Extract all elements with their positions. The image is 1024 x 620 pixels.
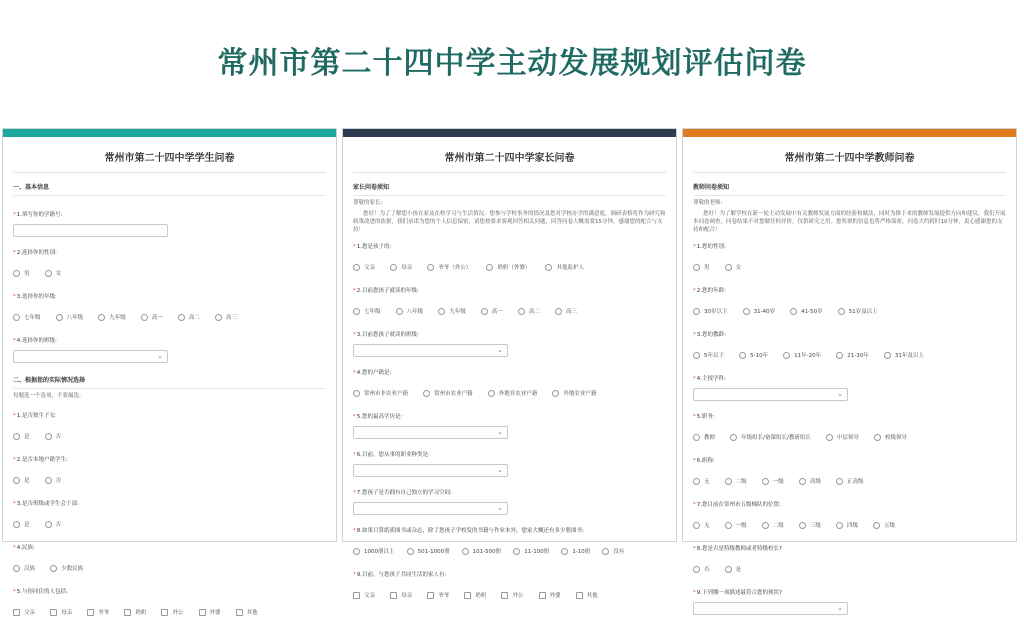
radio-option[interactable]: 是 — [725, 565, 742, 573]
question-label: 4.主授学科: — [696, 376, 726, 382]
radio-option[interactable]: 是 — [13, 520, 30, 528]
radio-option[interactable]: 1000册以上 — [353, 547, 395, 555]
parent-q-family: *9.目前，与您孩子共同生活的家人有: 父亲 母亲 爷爷 奶奶 外公 外婆 其他 — [353, 572, 598, 599]
radio-option[interactable]: 男 — [693, 263, 710, 271]
teacher-questionnaire-panel — [682, 128, 1017, 612]
chevron-down-icon: ⌄ — [157, 352, 163, 360]
checkbox-icon — [576, 592, 583, 599]
student-class-select[interactable] — [13, 350, 168, 363]
radio-icon — [725, 522, 732, 529]
teacher-form-title: 常州市第二十四中学教师问卷 — [693, 149, 1006, 173]
radio-option[interactable]: 一级 — [725, 521, 747, 529]
question-label: 2.是否本地户籍学生: — [16, 457, 68, 463]
radio-icon — [693, 522, 700, 529]
radio-option[interactable]: 5年以下 — [693, 351, 724, 359]
radio-icon — [555, 308, 562, 315]
radio-icon — [45, 477, 52, 484]
radio-option[interactable]: 高三 — [555, 307, 577, 315]
radio-option[interactable]: 女 — [725, 263, 742, 271]
checkbox-icon — [161, 609, 168, 616]
checkbox-icon — [427, 592, 434, 599]
radio-icon — [725, 566, 732, 573]
radio-option[interactable]: 爷爷（外公） — [427, 263, 471, 271]
radio-option[interactable]: 是 — [13, 432, 30, 440]
radio-icon — [552, 390, 559, 397]
radio-icon — [215, 314, 222, 321]
teacher-q-position: *5.职务: 教师 年级组长/备课组长/教研组长 中层领导 校级领导 — [693, 414, 908, 441]
parent-occupation-select[interactable] — [353, 464, 508, 477]
parent-q-occupation: *6.目前，您从事的职业种类是: ⌄ — [353, 452, 666, 477]
radio-icon — [826, 434, 833, 441]
teacher-q-tier: *7.您目前在常州市五级梯队的位置: 无 一级 二级 三级 四级 五级 — [693, 502, 896, 529]
radio-option[interactable]: 11年-20年 — [783, 351, 821, 359]
radio-icon — [390, 264, 397, 271]
radio-icon — [13, 477, 20, 484]
radio-icon — [739, 352, 746, 359]
checkbox-icon — [199, 609, 206, 616]
radio-icon — [518, 308, 525, 315]
radio-option[interactable]: 高一 — [141, 313, 163, 321]
question-label: 2.目前您孩子就读的年级: — [356, 288, 419, 294]
radio-icon — [13, 565, 20, 572]
radio-option[interactable]: 少数民族 — [50, 564, 83, 572]
student-q-class: *4.选择你的班级: ⌄ — [13, 338, 326, 363]
radio-option[interactable]: 高级 — [799, 477, 821, 485]
radio-option[interactable]: 常州市农业户籍 — [423, 389, 473, 397]
radio-option[interactable]: 高二 — [178, 313, 200, 321]
radio-option[interactable]: 汉族 — [13, 564, 35, 572]
radio-option[interactable]: 501-1000册 — [407, 547, 450, 555]
teacher-intro: 您好！为了解学校在新一轮主动发展中有关教师发展方面的经验和做法，同时为推下来的教师发展提供方向和建议，我们开展本问卷调查。问卷结果不对您做任何评价，仅供研究之用。您所填的信息也将严格保密，问卷大约耗时10分钟，衷心感谢您的支持和配合！ — [693, 211, 1006, 233]
radio-icon — [725, 478, 732, 485]
chevron-down-icon: ⌄ — [497, 346, 503, 354]
parent-intro: 您好！为了了解您小孩在家及在校学习与生活情况、您参与学校事务的情况及您对学校办学的满意度，调研表格将作为研究和政策改进的依据，我们承诺为您的个人信息保密，请您按要求客观回答相关问题，回答问卷大概需要15分钟，感谢您的配合与支持！ — [353, 211, 666, 233]
radio-icon — [396, 308, 403, 315]
radio-option[interactable]: 高二 — [518, 307, 540, 315]
radio-icon — [836, 522, 843, 529]
radio-option[interactable]: 常州市非农业户籍 — [353, 389, 408, 397]
question-label: 3.您的教龄: — [696, 332, 726, 338]
radio-option[interactable]: 外地农业户籍 — [552, 389, 596, 397]
radio-option[interactable]: 31-40岁 — [743, 307, 775, 315]
student-q-only-child: *1.是否独生子女: 是 否 — [13, 413, 62, 440]
radio-option[interactable]: 无 — [693, 477, 710, 485]
parent-section-notice: 家长问卷须知 — [353, 182, 666, 196]
checkbox-option[interactable]: 其他 — [576, 591, 598, 599]
question-label: 9.下列哪一项描述最符合您的现状? — [696, 590, 782, 596]
radio-icon — [693, 264, 700, 271]
radio-icon — [783, 352, 790, 359]
radio-icon — [486, 264, 493, 271]
chevron-down-icon: ⌄ — [497, 466, 503, 474]
radio-option[interactable]: 其他监护人 — [545, 263, 584, 271]
question-label: 5.您的最高学历是: — [356, 414, 403, 420]
radio-option[interactable]: 母亲 — [390, 263, 412, 271]
parent-education-select[interactable] — [353, 426, 508, 439]
radio-icon — [13, 521, 20, 528]
question-label: 6.目前，您从事的职业种类是: — [356, 452, 430, 458]
question-label: 3.目前您孩子就读的班级: — [356, 332, 419, 338]
radio-option[interactable]: 三级 — [799, 521, 821, 529]
parent-greeting: 尊敬的家长: — [353, 200, 383, 206]
parent-q-education: *5.您的最高学历是: ⌄ — [353, 414, 666, 439]
checkbox-option[interactable]: 其他 — [236, 608, 258, 616]
teacher-status-select[interactable] — [693, 602, 848, 615]
radio-option[interactable]: 二级 — [762, 521, 784, 529]
radio-option[interactable]: 一级 — [762, 477, 784, 485]
radio-icon — [838, 308, 845, 315]
student-q-local: *2.是否本地户籍学生: 是 否 — [13, 457, 68, 484]
question-label: 1.是否独生子女: — [16, 413, 57, 419]
radio-option[interactable]: 九年级 — [98, 313, 126, 321]
teacher-q-age: *2.您的年龄: 30岁以下 31-40岁 41-50岁 51岁及以上 — [693, 288, 878, 315]
question-label: 4.您的户籍是: — [356, 370, 392, 376]
teacher-q-special-grade: *8.您是否是特级教师或者特级校长? 否 是 — [693, 546, 782, 573]
question-label: 2.选择你的性别: — [16, 250, 57, 256]
radio-icon — [423, 390, 430, 397]
radio-icon — [693, 478, 700, 485]
parent-questionnaire-panel — [342, 128, 677, 599]
radio-option[interactable]: 1-10册 — [561, 547, 590, 555]
radio-icon — [353, 264, 360, 271]
radio-option[interactable]: 奶奶（外婆） — [486, 263, 530, 271]
parent-q-study-space: *7.您孩子是否拥有自己独立的学习空间: ⌄ — [353, 490, 666, 515]
student-q-cohabitants: *5.与你同住的人包括: 父亲 母亲 爷爷 奶奶 外公 外婆 其他 — [13, 589, 258, 616]
radio-icon — [513, 548, 520, 555]
teacher-q-title: *6.职称: 无 二级 一级 高级 正高级 — [693, 458, 864, 485]
radio-option[interactable]: 否 — [45, 520, 62, 528]
question-label: 3.选择你的年级: — [16, 294, 57, 300]
radio-icon — [56, 314, 63, 321]
radio-icon — [545, 264, 552, 271]
radio-option[interactable]: 11-100册 — [513, 547, 549, 555]
student-section-note: 每题选一个选项，不要漏选。 — [13, 393, 85, 399]
student-id-input[interactable] — [13, 224, 168, 237]
radio-option[interactable]: 否 — [45, 432, 62, 440]
radio-option[interactable]: 31年及以上 — [884, 351, 924, 359]
checkbox-option[interactable]: 父亲 — [353, 591, 375, 599]
parent-study-space-select[interactable] — [353, 502, 508, 515]
question-label: 5.与你同住的人包括: — [16, 589, 68, 595]
question-label: 1.您是孩子的: — [356, 244, 392, 250]
student-q-gender: *2.选择你的性别: 男 女 — [13, 250, 62, 277]
teacher-q-gender: *1.您的性别: 男 女 — [693, 244, 742, 271]
chevron-down-icon: ⌄ — [837, 604, 843, 612]
teacher-q-experience: *3.您的教龄: 5年以下 5-10年 11年-20年 21-30年 31年及以上 — [693, 332, 924, 359]
checkbox-icon — [124, 609, 131, 616]
radio-option[interactable]: 否 — [693, 565, 710, 573]
student-q-id: *1.填写你的学籍号: — [13, 212, 326, 237]
radio-icon — [799, 478, 806, 485]
radio-icon — [884, 352, 891, 359]
checkbox-icon — [501, 592, 508, 599]
checkbox-icon — [390, 592, 397, 599]
checkbox-icon — [13, 609, 20, 616]
checkbox-icon — [464, 592, 471, 599]
radio-icon — [693, 434, 700, 441]
student-q-grade: *3.选择你的年级: 七年级 八年级 九年级 高一 高二 高三 — [13, 294, 238, 321]
radio-option[interactable]: 51岁及以上 — [838, 307, 878, 315]
student-q-ethnicity: *4.民族: 汉族 少数民族 — [13, 545, 84, 572]
student-questionnaire-panel — [2, 128, 337, 616]
radio-option[interactable]: 没有 — [602, 547, 624, 555]
radio-icon — [873, 522, 880, 529]
student-accent-bar — [3, 129, 336, 137]
question-label: 4.民族: — [16, 545, 35, 551]
checkbox-option[interactable]: 母亲 — [50, 608, 72, 616]
checkbox-option[interactable]: 外婆 — [199, 608, 221, 616]
radio-option[interactable]: 30岁以下 — [693, 307, 728, 315]
radio-option[interactable]: 父亲 — [353, 263, 375, 271]
radio-option[interactable]: 41-50岁 — [790, 307, 822, 315]
parent-q-grade: *2.目前您孩子就读的年级: 七年级 八年级 九年级 高一 高二 高三 — [353, 288, 578, 315]
teacher-subject-select[interactable] — [693, 388, 848, 401]
radio-option[interactable]: 高三 — [215, 313, 237, 321]
radio-icon — [602, 548, 609, 555]
radio-option[interactable]: 教师 — [693, 433, 715, 441]
radio-icon — [743, 308, 750, 315]
checkbox-icon — [353, 592, 360, 599]
chevron-down-icon: ⌄ — [497, 504, 503, 512]
radio-option[interactable]: 正高级 — [836, 477, 864, 485]
radio-option[interactable]: 否 — [45, 476, 62, 484]
radio-option[interactable]: 无 — [693, 521, 710, 529]
radio-icon — [836, 478, 843, 485]
checkbox-option[interactable]: 外婆 — [539, 591, 561, 599]
radio-option[interactable]: 八年级 — [396, 307, 424, 315]
question-label: 1.填写你的学籍号: — [16, 212, 63, 218]
question-label: 1.您的性别: — [696, 244, 726, 250]
checkbox-icon — [87, 609, 94, 616]
radio-icon — [353, 308, 360, 315]
radio-icon — [799, 522, 806, 529]
radio-option[interactable]: 二级 — [725, 477, 747, 485]
radio-icon — [13, 270, 20, 277]
radio-icon — [874, 434, 881, 441]
radio-icon — [462, 548, 469, 555]
radio-icon — [427, 264, 434, 271]
question-label: 3.是否班级或学生会干部: — [16, 501, 79, 507]
radio-icon — [98, 314, 105, 321]
radio-icon — [353, 390, 360, 397]
radio-icon — [725, 264, 732, 271]
checkbox-option[interactable]: 母亲 — [390, 591, 412, 599]
radio-icon — [45, 433, 52, 440]
question-label: 7.您目前在常州市五级梯队的位置: — [696, 502, 781, 508]
radio-option[interactable]: 年级组长/备课组长/教研组长 — [730, 433, 811, 441]
radio-option[interactable]: 女 — [45, 269, 62, 277]
radio-option[interactable]: 5-10年 — [739, 351, 768, 359]
radio-icon — [13, 433, 20, 440]
radio-option[interactable]: 七年级 — [13, 313, 41, 321]
question-label: 8.您是否是特级教师或者特级校长? — [696, 546, 782, 552]
student-q-cadre: *3.是否班级或学生会干部: 是 否 — [13, 501, 79, 528]
radio-icon — [790, 308, 797, 315]
radio-option[interactable]: 七年级 — [353, 307, 381, 315]
student-section-basic-info: 一、基本信息 — [13, 182, 326, 196]
radio-option[interactable]: 21-30年 — [836, 351, 868, 359]
radio-icon — [488, 390, 495, 397]
radio-icon — [762, 478, 769, 485]
parent-q-household: *4.您的户籍是: 常州市非农业户籍 常州市农业户籍 外地非农业户籍 外地农业户籍 — [353, 370, 597, 397]
radio-icon — [178, 314, 185, 321]
radio-option[interactable]: 四级 — [836, 521, 858, 529]
radio-icon — [50, 565, 57, 572]
checkbox-option[interactable]: 爷爷 — [87, 608, 109, 616]
teacher-accent-bar — [683, 129, 1016, 137]
checkbox-option[interactable]: 奶奶 — [124, 608, 146, 616]
radio-option[interactable]: 中层领导 — [826, 433, 859, 441]
radio-icon — [13, 314, 20, 321]
radio-icon — [730, 434, 737, 441]
chevron-down-icon: ⌄ — [837, 390, 843, 398]
parent-accent-bar — [343, 129, 676, 137]
radio-icon — [693, 308, 700, 315]
radio-icon — [762, 522, 769, 529]
radio-option[interactable]: 外地非农业户籍 — [488, 389, 538, 397]
radio-icon — [438, 308, 445, 315]
student-section-situation: 二、根据您的实际情况选择 — [13, 375, 326, 389]
radio-option[interactable]: 五级 — [873, 521, 895, 529]
checkbox-option[interactable]: 奶奶 — [464, 591, 486, 599]
radio-icon — [407, 548, 414, 555]
question-label: 8.如果只算纸质图书或杂志，除了您孩子学校发的书籍与作业本外，您家大概还有多少册图书: — [356, 528, 584, 534]
radio-option[interactable]: 是 — [13, 476, 30, 484]
checkbox-option[interactable]: 父亲 — [13, 608, 35, 616]
question-label: 2.您的年龄: — [696, 288, 726, 294]
radio-option[interactable]: 校级领导 — [874, 433, 907, 441]
parent-q-books: *8.如果只算纸质图书或杂志，除了您孩子学校发的书籍与作业本外，您家大概还有多少册图书: 1000册以上 501-1000册 101-500册 11-100册 1-10册 没有 — [353, 528, 625, 555]
checkbox-option[interactable]: 外公 — [161, 608, 183, 616]
checkbox-icon — [539, 592, 546, 599]
page-title: 常州市第二十四中学主动发展规划评估问卷 — [217, 46, 807, 81]
teacher-q-status: *9.下列哪一项描述最符合您的现状? ⌄ — [693, 590, 1006, 615]
question-label: 5.职务: — [696, 414, 715, 420]
radio-icon — [45, 521, 52, 528]
radio-icon — [353, 548, 360, 555]
teacher-q-subject: *4.主授学科: ⌄ — [693, 376, 1006, 401]
question-label: 6.职称: — [696, 458, 715, 464]
parent-q-relation: *1.您是孩子的: 父亲 母亲 爷爷（外公） 奶奶（外婆） 其他监护人 — [353, 244, 584, 271]
parent-q-class: *3.目前您孩子就读的班级: ⌄ — [353, 332, 666, 357]
parent-class-select[interactable] — [353, 344, 508, 357]
radio-option[interactable]: 九年级 — [438, 307, 466, 315]
question-label: 9.目前，与您孩子共同生活的家人有: — [356, 572, 447, 578]
checkbox-option[interactable]: 爷爷 — [427, 591, 449, 599]
radio-icon — [141, 314, 148, 321]
radio-icon — [693, 566, 700, 573]
radio-option[interactable]: 101-500册 — [462, 547, 501, 555]
checkbox-icon — [236, 609, 243, 616]
radio-option[interactable]: 男 — [13, 269, 30, 277]
radio-option[interactable]: 八年级 — [56, 313, 84, 321]
radio-icon — [481, 308, 488, 315]
teacher-greeting: 尊敬的老师: — [693, 200, 723, 206]
radio-icon — [693, 352, 700, 359]
question-label: 4.选择你的班级: — [16, 338, 57, 344]
radio-option[interactable]: 高一 — [481, 307, 503, 315]
chevron-down-icon: ⌄ — [497, 428, 503, 436]
checkbox-icon — [50, 609, 57, 616]
student-form-title: 常州市第二十四中学学生问卷 — [13, 149, 326, 173]
radio-icon — [561, 548, 568, 555]
checkbox-option[interactable]: 外公 — [501, 591, 523, 599]
radio-icon — [45, 270, 52, 277]
parent-form-title: 常州市第二十四中学家长问卷 — [353, 149, 666, 173]
teacher-section-notice: 教师问卷须知 — [693, 182, 1006, 196]
radio-icon — [836, 352, 843, 359]
question-label: 7.您孩子是否拥有自己独立的学习空间: — [356, 490, 452, 496]
